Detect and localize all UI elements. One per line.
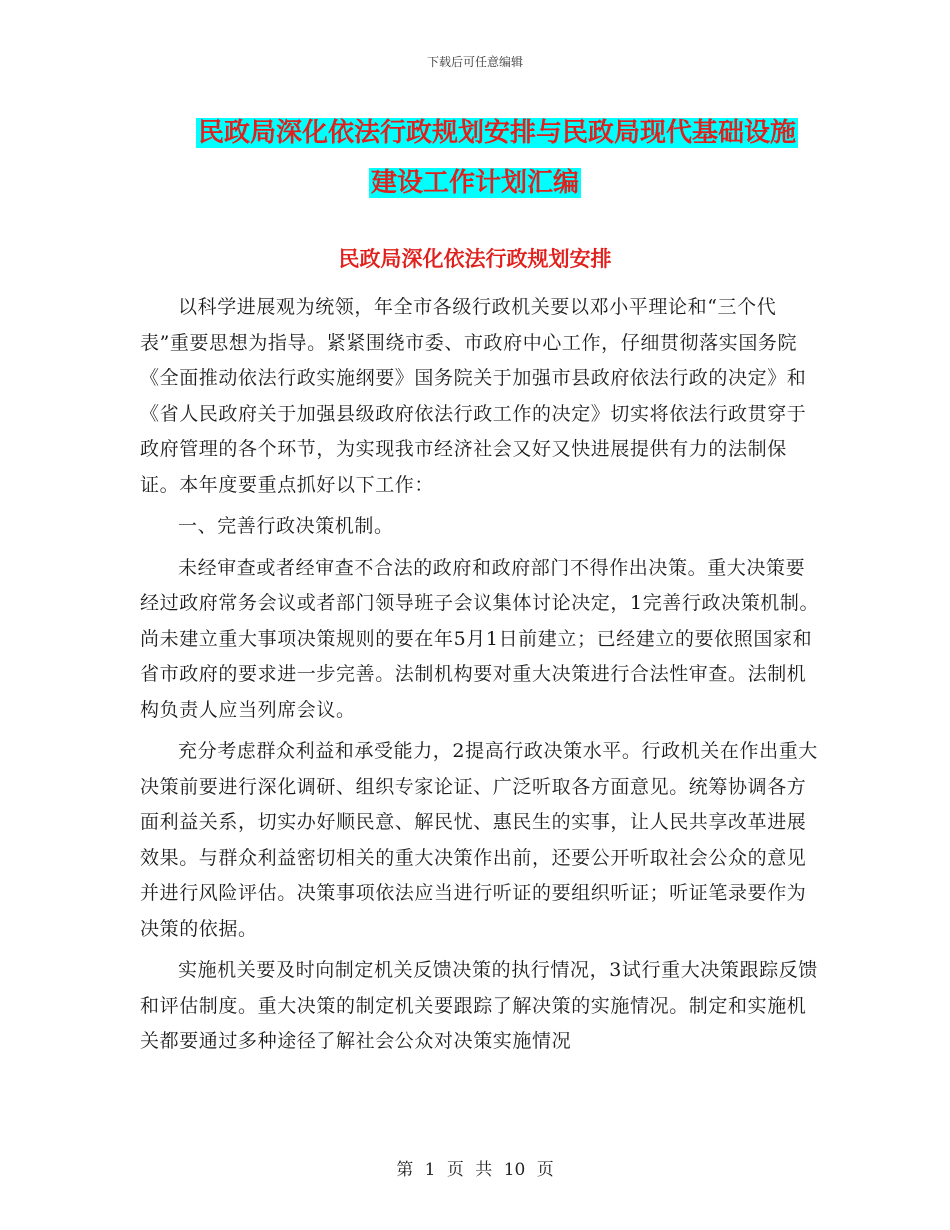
- document-title-line-2: 建设工作计划汇编: [370, 168, 579, 198]
- section-title: 民政局深化依法行政规划安排: [338, 247, 612, 271]
- page-header-note: 下载后可任意编辑: [426, 55, 523, 69]
- document-title-line-1: 民政局深化依法行政规划安排与民政局现代基础设施: [197, 118, 796, 148]
- document-body: [140, 290, 820, 1066]
- body-paragraph: 充分考虑群众利益和承受能力，2提高行政决策水平。行政机关在作出重大决策前要进行深化调研、组织专家论证、广泛听取各方面意见。统筹协调各方面利益关系，切实办好顺民意、解民忧、惠民生的实事，让人民共享改革进展效果。与群众利益密切相关的重大决策作出前，还要公开听取社会公众的意见并进行风险评估。决策事项依法应当进行听证的要组织听证；听证笔录要作为决策的依据。: [140, 740, 818, 940]
- body-paragraph: 以科学进展观为统领，年全市各级行政机关要以邓小平理论和“三个代表”重要思想为指导。紧紧围绕市委、市政府中心工作，仔细贯彻落实国务院《全面推动依法行政实施纲要》国务院关于加强市县政府依法行政的决定》和《省人民政府关于加强县级政府依法行政工作的决定》切实将依法行政贯穿于政府管理的各个环节，为实现我市经济社会又好又快进展提供有力的法制保证。本年度要重点抓好以下工作：: [140, 296, 807, 496]
- body-paragraph: 未经审查或者经审查不合法的政府和政府部门不得作出决策。重大决策要经过政府常务会议或者部门领导班子会议集体讨论决定，1完善行政决策机制。尚未建立重大事项决策规则的要在年5月1日前建立；已经建立的要依照国家和省市政府的要求进一步完善。法制机构要对重大决策进行合法性审查。法制机构负责人应当列席会议。: [140, 556, 820, 721]
- body-paragraph: 实施机关要及时向制定机关反馈决策的执行情况，3试行重大决策跟踪反馈和评估制度。重大决策的制定机关要跟踪了解决策的实施情况。制定和实施机关都要通过多种途径了解社会公众对决策实施情况: [140, 959, 818, 1052]
- page-number-footer: 第 1 页 共 10 页: [396, 1160, 554, 1180]
- body-paragraph: 一、完善行政决策机制。: [178, 515, 394, 537]
- document-title: [0, 108, 950, 208]
